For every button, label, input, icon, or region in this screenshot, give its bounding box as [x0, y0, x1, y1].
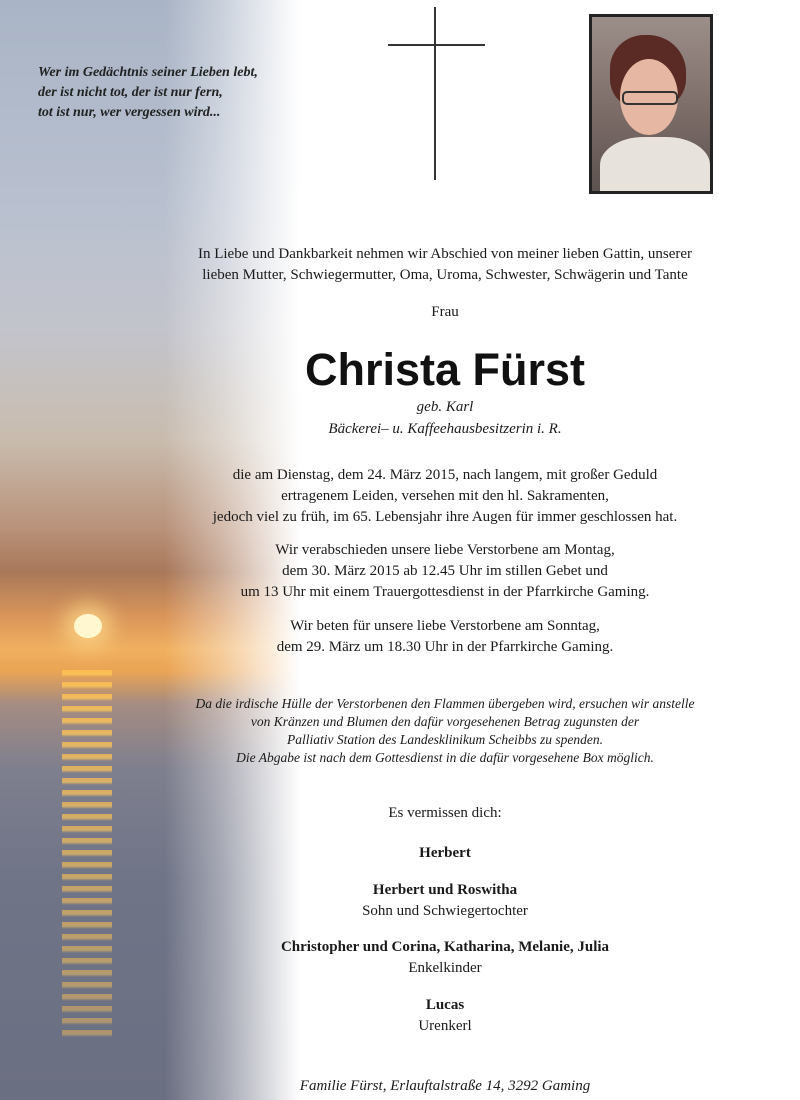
memorial-quote [38, 63, 338, 123]
mourner-relation: Urenkerl [418, 1018, 472, 1034]
quote-line: Wer im Gedächtnis seiner Lieben lebt, [38, 65, 258, 80]
sun-image [74, 614, 102, 638]
prayer-line: dem 29. März um 18.30 Uhr in der Pfarrkirche Gaming. [276, 639, 614, 655]
mourner-relation: Enkelkinder [408, 960, 482, 976]
quote-line: der ist nicht tot, der ist nur fern, [38, 85, 223, 100]
portrait-photo [589, 14, 713, 194]
donation-notice [130, 695, 760, 767]
family-address-footer: Familie Fürst, Erlauftalstraße 14, 3292 Gaming [299, 1078, 591, 1094]
donation-line: von Kränzen und Blumen den dafür vorgesehenen Betrag zugunsten der [250, 714, 640, 729]
prayer-line: Wir beten für unsere liebe Verstorbene am Sonntag, [290, 618, 600, 634]
mourner-group [140, 995, 750, 1037]
maiden-name: geb. Karl [416, 399, 474, 415]
deceased-name: Christa Fürst [304, 344, 586, 395]
farewell-line: um 13 Uhr mit einem Trauergottesdienst in der Pfarrkirche Gaming. [240, 584, 650, 600]
death-notice-line: die am Dienstag, dem 24. März 2015, nach langem, mit großer Geduld [232, 467, 658, 483]
death-notice [140, 465, 750, 528]
donation-line: Die Abgabe ist nach dem Gottesdienst in die dafür vorgesehene Box möglich. [236, 750, 654, 765]
intro-line: lieben Mutter, Schwiegermutter, Oma, Uroma, Schwester, Schwägerin und Tante [202, 267, 688, 283]
donation-line: Palliativ Station des Landesklinikum Scheibbs zu spenden. [286, 732, 604, 747]
intro-text [140, 244, 750, 286]
death-notice-line: ertragenem Leiden, versehen mit den hl. Sakramenten, [281, 488, 609, 504]
farewell-notice [140, 540, 750, 603]
deceased-details [140, 396, 750, 440]
intro-line: In Liebe und Dankbarkeit nehmen wir Abschied von meiner lieben Gattin, unserer [197, 246, 692, 262]
mourner-names: Herbert [419, 845, 471, 861]
salutation: Frau [431, 304, 459, 320]
farewell-line: dem 30. März 2015 ab 12.45 Uhr im stillen Gebet und [282, 563, 608, 579]
mourner-relation: Sohn und Schwiegertochter [362, 903, 528, 919]
occupation: Bäckerei– u. Kaffeehausbesitzerin i. R. [328, 421, 562, 437]
mourner-names: Herbert und Roswitha [372, 882, 518, 898]
mourner-names: Christopher und Corina, Katharina, Melanie, Julia [280, 939, 610, 955]
mourner-names: Lucas [425, 997, 465, 1013]
prayer-notice [140, 616, 750, 658]
mourner-group [140, 880, 750, 922]
donation-line: Da die irdische Hülle der Verstorbenen den Flammen übergeben wird, ersuchen wir anstelle [195, 696, 695, 711]
mourners-heading: Es vermissen dich: [388, 805, 502, 821]
death-notice-line: jedoch viel zu früh, im 65. Lebensjahr ihre Augen für immer geschlossen hat. [212, 509, 678, 525]
farewell-line: Wir verabschieden unsere liebe Verstorbene am Montag, [275, 542, 615, 558]
quote-line: tot ist nur, wer vergessen wird... [38, 105, 221, 120]
mourner-group [140, 937, 750, 979]
sun-reflection-image [62, 670, 112, 1040]
